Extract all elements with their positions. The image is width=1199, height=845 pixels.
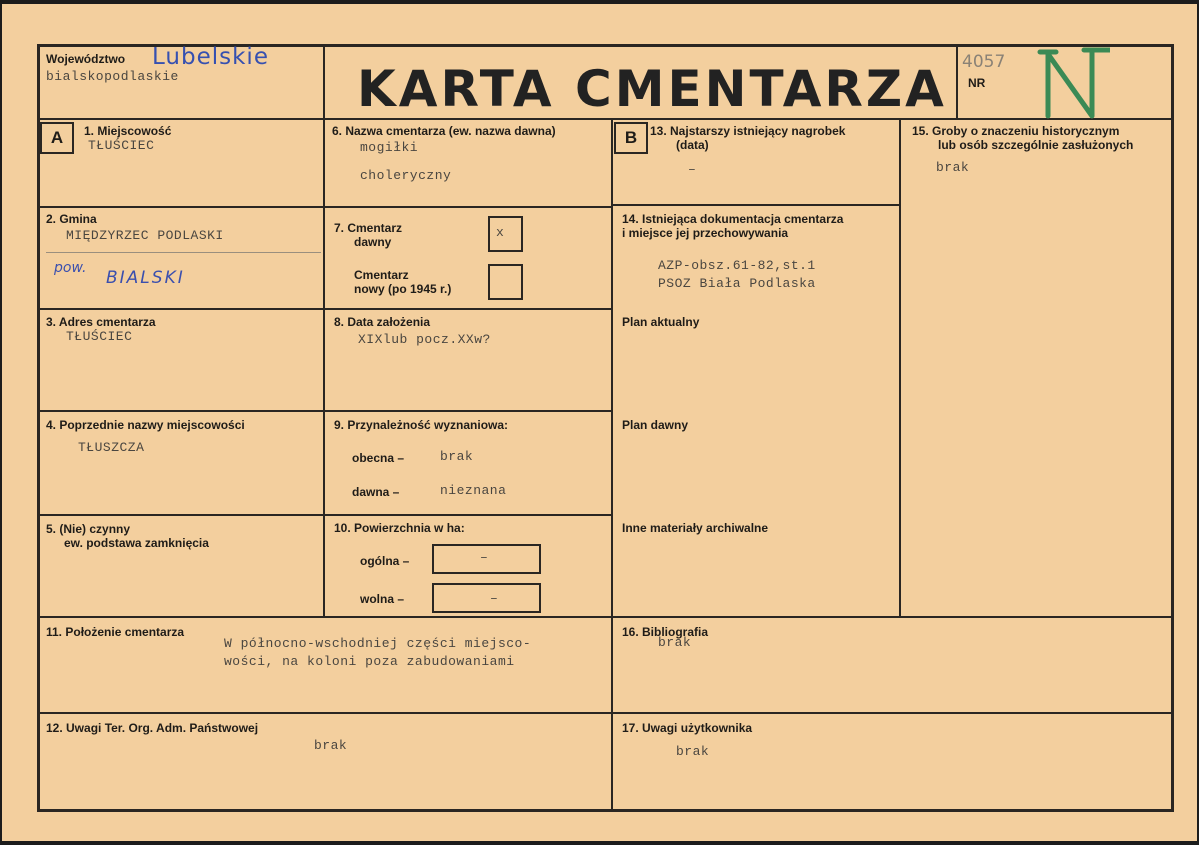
- col-line-2: [611, 118, 613, 812]
- field-13-label-2: (data): [676, 138, 709, 152]
- section-a-marker: A: [40, 122, 74, 154]
- frame-right: [1171, 44, 1174, 812]
- field-2-label: 2. Gmina: [46, 212, 97, 226]
- field-4-value: TŁUSZCZA: [78, 440, 145, 455]
- field-1-value: TŁUŚCIEC: [88, 138, 155, 153]
- cemetery-record-card: [2, 4, 1197, 841]
- field-6-label: 6. Nazwa cmentarza (ew. nazwa dawna): [332, 124, 556, 138]
- free-area-field[interactable]: [432, 583, 541, 613]
- field-3-label: 3. Adres cmentarza: [46, 315, 156, 329]
- field-13-value: –: [688, 162, 697, 177]
- field-2-value: MIĘDZYRZEC PODLASKI: [66, 228, 224, 243]
- row-line-full-6: [37, 712, 1174, 714]
- voivodeship-subtext: bialskopodlaskie: [46, 69, 179, 84]
- nr-pencil-note: 4057: [962, 52, 1006, 72]
- field-1-label: 1. Miejscowość: [84, 124, 172, 138]
- field-10-free-label: wolna –: [360, 592, 405, 606]
- row-line-left-3: [37, 410, 613, 412]
- field-14-label-2: i miejsce jej przechowywania: [622, 226, 789, 240]
- frame-left: [37, 44, 40, 812]
- field-3-value: TŁUŚCIEC: [66, 329, 133, 344]
- field-16-label: 16. Bibliografia: [622, 625, 709, 639]
- field-7-old-label-1: 7. Cmentarz: [334, 221, 403, 235]
- field-5-label-2: ew. podstawa zamknięcia: [64, 536, 209, 550]
- field-9-former-label: dawna –: [352, 485, 400, 499]
- field-6-value-2: choleryczny: [360, 168, 452, 183]
- header-divider: [37, 118, 1174, 120]
- voivodeship-label: Województwo: [46, 52, 126, 66]
- field-11-label: 11. Położenie cmentarza: [46, 625, 185, 639]
- new-cemetery-checkbox[interactable]: [488, 264, 523, 300]
- field-9-former-value: nieznana: [440, 483, 507, 498]
- field-17-label: 17. Uwagi użytkownika: [622, 721, 753, 735]
- nr-label: NR: [968, 76, 986, 90]
- field-13-label-1: 13. Najstarszy istniejący nagrobek: [650, 124, 846, 138]
- field-5-label-1: 5. (Nie) czynny: [46, 522, 131, 536]
- col-line-3: [899, 118, 901, 617]
- section-b-marker: B: [614, 122, 648, 154]
- row-line-left-1: [37, 206, 613, 208]
- field-2-hand-prefix: pow.: [54, 260, 87, 276]
- field-10-total-label: ogólna –: [360, 554, 410, 568]
- field-6-value-1: mogiłki: [360, 140, 419, 155]
- field-9-label: 9. Przynależność wyznaniowa:: [334, 418, 509, 432]
- field-14-label-1: 14. Istniejąca dokumentacja cmentarza: [622, 212, 844, 226]
- row-line-full-5: [37, 616, 1174, 618]
- field-14-value-1: AZP-obsz.61-82,st.1: [658, 258, 816, 273]
- field-2-hand-value: BIALSKI: [106, 268, 185, 288]
- plan-current-label: Plan aktualny: [622, 315, 700, 329]
- header-vline-1: [323, 44, 325, 120]
- header-vline-2: [956, 44, 958, 120]
- voivodeship-stamp: Lubelskie: [152, 44, 269, 70]
- old-cemetery-checkbox[interactable]: [488, 216, 523, 252]
- row-line-left-4: [37, 514, 613, 516]
- field-12-value: brak: [314, 738, 348, 753]
- field-7-new-label-1: Cmentarz: [354, 268, 409, 282]
- frame-bottom: [37, 809, 1174, 812]
- field-15-label-1: 15. Groby o znaczeniu historycznym: [912, 124, 1120, 138]
- field-7-old-label-2: dawny: [354, 235, 392, 249]
- field-2-separator: [46, 252, 321, 253]
- col-line-1: [323, 118, 325, 617]
- other-materials-label: Inne materiały archiwalne: [622, 521, 769, 535]
- nr-handwritten-mark: [1030, 44, 1110, 124]
- field-15-value: brak: [936, 160, 970, 175]
- total-area-value: –: [480, 550, 489, 565]
- field-11-value-1: W północno-wschodniej części miejsco-: [224, 636, 532, 651]
- field-4-label: 4. Poprzednie nazwy miejscowości: [46, 418, 245, 432]
- row-line-left-2: [37, 308, 613, 310]
- field-15-label-2: lub osób szczególnie zasłużonych: [938, 138, 1134, 152]
- page-title: KARTA CMENTARZA: [357, 60, 947, 118]
- field-11-value-2: wości, na koloni poza zabudowaniami: [224, 654, 515, 669]
- field-7-new-label-2: nowy (po 1945 r.): [354, 282, 452, 296]
- field-9-current-label: obecna –: [352, 451, 405, 465]
- free-area-value: –: [490, 591, 499, 606]
- field-10-label: 10. Powierzchnia w ha:: [334, 521, 465, 535]
- field-8-label: 8. Data założenia: [334, 315, 431, 329]
- total-area-field[interactable]: [432, 544, 541, 574]
- field-12-label: 12. Uwagi Ter. Org. Adm. Państwowej: [46, 721, 259, 735]
- plan-old-label: Plan dawny: [622, 418, 689, 432]
- field-9-current-value: brak: [440, 449, 474, 464]
- field-8-value: XIXlub pocz.XXw?: [358, 332, 491, 347]
- field-17-value: brak: [676, 744, 710, 759]
- row-line-b-1: [611, 204, 901, 206]
- old-cemetery-check-mark: x: [496, 225, 505, 240]
- field-16-value: brak: [658, 635, 692, 650]
- field-14-value-2: PSOZ Biała Podlaska: [658, 276, 816, 291]
